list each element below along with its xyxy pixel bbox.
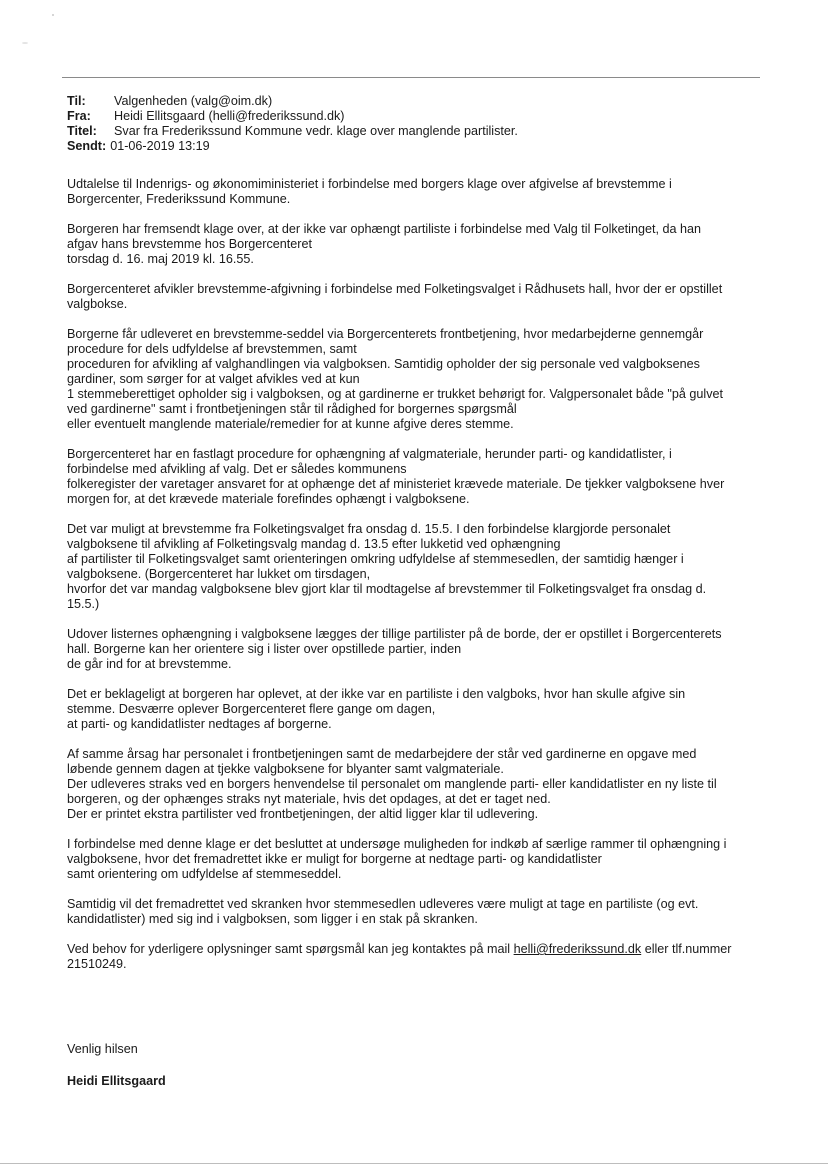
paragraph-line: Af samme årsag har personalet i frontbetjeningen samt de medarbejdere der står ved gardinerne en opgave med bbox=[67, 747, 697, 761]
paragraph-line: hall. Borgerne kan her orientere sig i lister over opstillede partier, inden bbox=[67, 642, 462, 656]
paragraph-line: torsdag d. 16. maj 2019 kl. 16.55. bbox=[67, 252, 254, 266]
scan-speck bbox=[22, 42, 28, 44]
from-value: Heidi Ellitsgaard (helli@frederikssund.dk) bbox=[114, 109, 345, 123]
title-label: Titel: bbox=[67, 124, 97, 138]
paragraph bbox=[67, 897, 767, 927]
contact-line bbox=[67, 942, 767, 957]
paragraph-line: Det var muligt at brevstemme fra Folketingsvalget fra onsdag d. 15.5. I den forbindelse klargjorde personalet bbox=[67, 522, 671, 536]
paragraph-line: folkeregister der varetager ansvaret for at ophænge det af ministeriet krævede materiale. De tjekker valgboksene hver bbox=[67, 477, 725, 491]
to-value: Valgenheden (valg@oim.dk) bbox=[114, 94, 273, 108]
paragraph bbox=[67, 627, 767, 672]
paragraph-line: Der udleveres straks ved en borgers henvendelse til personalet om manglende parti- eller kandidatlister en ny liste til bbox=[67, 777, 717, 791]
paragraph bbox=[67, 327, 767, 432]
paragraph-line: Udover listernes ophængning i valgboksene lægges der tillige partilister på de borde, der er opstillet i Borgercenterets bbox=[67, 627, 722, 641]
paragraph-line: proceduren for afvikling af valghandlingen via valgboksen. Samtidig opholder der sig personale ved valgboksenes bbox=[67, 357, 700, 371]
contact-text: Ved behov for yderligere oplysninger samt spørgsmål kan jeg kontaktes på mail bbox=[67, 942, 514, 956]
paragraph-line: Borgerne får udleveret en brevstemme-seddel via Borgercenterets frontbetjening, hvor medarbejderne gennemgår bbox=[67, 327, 704, 341]
email-link[interactable]: helli@frederikssund.dk bbox=[513, 942, 642, 956]
paragraph-line: Borgercenter, Frederikssund Kommune. bbox=[67, 192, 291, 206]
paragraph bbox=[67, 282, 767, 312]
paragraph-line: kandidatlister) med sig ind i valgboksen, som ligger i en stak på skranken. bbox=[67, 912, 478, 926]
sent-label: Sendt: bbox=[67, 139, 107, 153]
paragraph-line: Borgercenteret afvikler brevstemme-afgivning i forbindelse med Folketingsvalget i Rådhusets hall, hvor der er opstillet bbox=[67, 282, 723, 296]
paragraph-line: Borgercenteret har en fastlagt procedure for ophængning af valgmateriale, herunder parti- og kandidatlister, i bbox=[67, 447, 672, 461]
paragraph bbox=[67, 837, 767, 882]
paragraph bbox=[67, 447, 767, 507]
paragraph-line: valgboksene. (Borgercenteret har lukket om tirsdagen, bbox=[67, 567, 371, 581]
paragraph bbox=[67, 177, 767, 207]
paragraph-line: ved gardinerne" samt i frontbetjeningen står til rådighed for borgernes spørgsmål bbox=[67, 402, 517, 416]
paragraph-line: de går ind for at brevstemme. bbox=[67, 657, 232, 671]
sent-row bbox=[67, 139, 767, 154]
contact-text-after: eller tlf.nummer bbox=[641, 942, 732, 956]
paragraph bbox=[67, 687, 767, 732]
paragraph-line: I forbindelse med denne klage er det besluttet at undersøge muligheden for indkøb af særlige rammer til ophængning i bbox=[67, 837, 727, 851]
paragraph-line: 15.5.) bbox=[67, 597, 100, 611]
greeting: Venlig hilsen bbox=[67, 1042, 138, 1056]
header-divider bbox=[62, 77, 760, 78]
title-row bbox=[67, 124, 767, 139]
footer-divider bbox=[0, 1163, 828, 1164]
paragraph-line: valgboksene til afvikling af Folketingsvalg mandag d. 13.5 efter lukketid ved ophængning bbox=[67, 537, 561, 551]
paragraph-line: at parti- og kandidatlister nedtages af borgerne. bbox=[67, 717, 332, 731]
from-label: Fra: bbox=[67, 109, 91, 123]
letter-body bbox=[67, 177, 767, 987]
title-value: Svar fra Frederikssund Kommune vedr. klage over manglende partilister. bbox=[114, 124, 518, 138]
paragraph-line: af partilister til Folketingsvalget samt orienteringen omkring udfyldelse af stemmesedlen, der samtidig hænger i bbox=[67, 552, 684, 566]
paragraph-line: samt orientering om udfyldelse af stemmeseddel. bbox=[67, 867, 342, 881]
paragraph bbox=[67, 747, 767, 822]
signature: Heidi Ellitsgaard bbox=[67, 1074, 166, 1088]
paragraph-line: valgboksene, hvor det fremadrettet ikke er muligt for borgerne at nedtage parti- og kandidatlister bbox=[67, 852, 602, 866]
email-header bbox=[67, 94, 767, 154]
paragraph-line: hvorfor det var mandag valgboksene blev gjort klar til modtagelse af brevstemmer til Folketingsvalget fra onsdag d. bbox=[67, 582, 707, 596]
paragraph-line: afgav hans brevstemme hos Borgercenteret bbox=[67, 237, 313, 251]
paragraph-contact bbox=[67, 942, 767, 972]
paragraph-line: eller eventuelt manglende materiale/remedier for at kunne afgive deres stemme. bbox=[67, 417, 514, 431]
from-row bbox=[67, 109, 767, 124]
paragraph-line: gardiner, som sørger for at valget afvikles ved at kun bbox=[67, 372, 360, 386]
paragraph-line: borgeren, og der ophænges straks nyt materiale, hvis det opdages, at det er taget ned. bbox=[67, 792, 551, 806]
paragraph-line: Samtidig vil det fremadrettet ved skranken hvor stemmesedlen udleveres være muligt at tage en partiliste (og evt. bbox=[67, 897, 699, 911]
paragraph-line: 1 stemmeberettiget opholder sig i valgboksen, og at gardinerne er trukket behørigt for. Valgpersonalet både "på gulvet bbox=[67, 387, 724, 401]
paragraph-line: løbende gennem dagen at tjekke valgboksene for blyanter samt valgmateriale. bbox=[67, 762, 504, 776]
to-label: Til: bbox=[67, 94, 86, 108]
paragraph-line: morgen for, at det krævede materiale forefindes ophængt i valgboksene. bbox=[67, 492, 470, 506]
paragraph-line: Udtalelse til Indenrigs- og økonomiministeriet i forbindelse med borgers klage over afgivelse af brevstemme i bbox=[67, 177, 672, 191]
phone-number: 21510249. bbox=[67, 957, 127, 971]
paragraph-line: Borgeren har fremsendt klage over, at der ikke var ophængt partiliste i forbindelse med Valg til Folketinget, da han bbox=[67, 222, 701, 236]
paragraph-line: Det er beklageligt at borgeren har oplevet, at der ikke var en partiliste i den valgboks, hvor han skulle afgive sin bbox=[67, 687, 686, 701]
paragraph-line: stemme. Desværre oplever Borgercenteret flere gange om dagen, bbox=[67, 702, 436, 716]
paragraph bbox=[67, 222, 767, 267]
sent-value: 01-06-2019 13:19 bbox=[110, 139, 210, 153]
paragraph-line: forbindelse med afvikling af valg. Det er således kommunens bbox=[67, 462, 407, 476]
to-row bbox=[67, 94, 767, 109]
paragraph-line: procedure for dels udfyldelse af brevstemmen, samt bbox=[67, 342, 357, 356]
paragraph-line: Der er printet ekstra partilister ved frontbetjeningen, der altid ligger klar til udlevering. bbox=[67, 807, 539, 821]
paragraph bbox=[67, 522, 767, 612]
scan-speck bbox=[52, 14, 54, 16]
closing bbox=[67, 1042, 166, 1089]
paragraph-line: valgbokse. bbox=[67, 297, 128, 311]
